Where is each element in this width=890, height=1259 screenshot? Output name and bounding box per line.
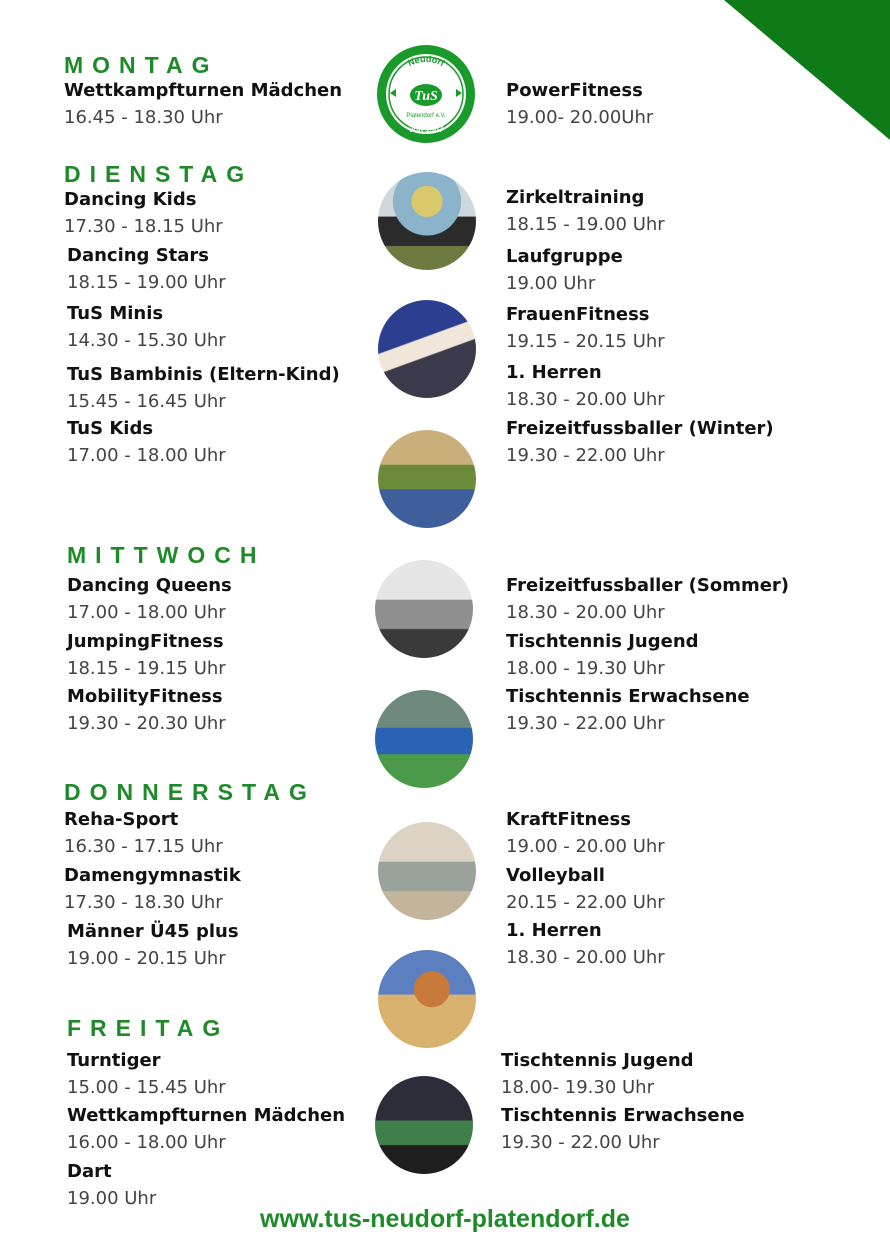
course-time: 19.30 - 22.00 Uhr — [506, 445, 665, 466]
course-name: 1. Herren — [506, 362, 602, 383]
day-heading-dienstag: DIENSTAG — [64, 161, 254, 187]
schedule-entry — [506, 187, 665, 236]
photo-dancing-group — [378, 172, 476, 270]
course-time: 18.15 - 19.00 Uhr — [506, 214, 665, 235]
schedule-entry — [506, 809, 665, 858]
club-crest-icon — [377, 45, 475, 143]
course-name: Reha-Sport — [64, 809, 179, 830]
course-time: 19.15 - 20.15 Uhr — [506, 331, 665, 352]
course-time: 18.30 - 20.00 Uhr — [506, 389, 665, 410]
schedule-entry — [67, 575, 232, 624]
photo-fitness-class — [378, 300, 476, 398]
schedule-entry — [67, 1105, 345, 1154]
course-time: 18.15 - 19.00 Uhr — [67, 272, 226, 293]
schedule-entry — [501, 1105, 745, 1154]
course-time: 18.15 - 19.15 Uhr — [67, 658, 226, 679]
course-time: 19.00- 20.00Uhr — [506, 107, 654, 128]
course-time: 19.00 Uhr — [506, 273, 596, 294]
schedule-entry — [67, 686, 226, 735]
day-heading-freitag: FREITAG — [67, 1015, 230, 1041]
photo-dart-team — [375, 1076, 473, 1174]
schedule-entry — [506, 865, 665, 914]
day-heading-montag: MONTAG — [64, 52, 219, 78]
website-link[interactable]: www.tus-neudorf-platendorf.de — [260, 1205, 630, 1233]
logo-bottom-text: von 1907 — [408, 125, 444, 134]
schedule-entry — [506, 575, 789, 624]
schedule-entry — [506, 418, 774, 467]
course-time: 17.00 - 18.00 Uhr — [67, 445, 226, 466]
course-time: 16.45 - 18.30 Uhr — [64, 107, 223, 128]
course-name: Zirkeltraining — [506, 187, 645, 208]
schedule-entry — [67, 921, 239, 970]
schedule-entry — [67, 631, 226, 680]
schedule-entry — [64, 189, 223, 238]
course-time: 19.00 - 20.00 Uhr — [506, 836, 665, 857]
course-name: Tischtennis Erwachsene — [506, 686, 750, 707]
schedule-entry — [506, 920, 665, 969]
course-name: Dancing Queens — [67, 575, 232, 596]
schedule-entry — [506, 362, 665, 411]
logo-top-text: Neudorf — [406, 53, 447, 69]
course-time: 15.00 - 15.45 Uhr — [67, 1077, 226, 1098]
schedule-entry — [506, 246, 623, 295]
course-name: Freizeitfussballer (Winter) — [506, 418, 774, 439]
course-time: 19.30 - 22.00 Uhr — [506, 713, 665, 734]
schedule-entry — [64, 865, 241, 914]
course-name: Freizeitfussballer (Sommer) — [506, 575, 790, 596]
course-name: Turntiger — [67, 1050, 161, 1071]
schedule-entry — [67, 245, 226, 294]
course-name: Tischtennis Jugend — [506, 631, 699, 652]
course-time: 18.30 - 20.00 Uhr — [506, 602, 665, 623]
schedule-entry — [506, 686, 750, 735]
photo-reha-sport — [378, 822, 476, 920]
course-name: Dancing Kids — [64, 189, 197, 210]
schedule-entry — [64, 809, 223, 858]
course-time: 15.45 - 16.45 Uhr — [67, 391, 226, 412]
course-time: 18.00- 19.30 Uhr — [501, 1077, 654, 1098]
day-heading-donnerstag: DONNERSTAG — [64, 779, 316, 805]
course-name: KraftFitness — [506, 809, 631, 830]
course-name: Wettkampfturnen Mädchen — [67, 1105, 346, 1126]
schedule-entry — [501, 1050, 694, 1099]
course-name: Dart — [67, 1161, 112, 1182]
course-time: 19.30 - 22.00 Uhr — [501, 1132, 660, 1153]
course-time: 16.30 - 17.15 Uhr — [64, 836, 223, 857]
course-name: 1. Herren — [506, 920, 602, 941]
course-name: MobilityFitness — [67, 686, 223, 707]
schedule-entry — [506, 80, 653, 129]
schedule-entry — [506, 631, 699, 680]
course-time: 19.00 Uhr — [67, 1188, 157, 1209]
course-name: Männer Ü45 plus — [67, 921, 239, 942]
day-heading-mittwoch: MITTWOCH — [67, 542, 266, 568]
course-time: 18.00 - 19.30 Uhr — [506, 658, 665, 679]
course-name: FrauenFitness — [506, 304, 650, 325]
course-name: JumpingFitness — [67, 631, 224, 652]
course-name: Dancing Stars — [67, 245, 210, 266]
schedule-entry — [67, 303, 226, 352]
logo-center-text: TuS — [414, 89, 438, 104]
course-name: Tischtennis Jugend — [501, 1050, 694, 1071]
course-time: 17.30 - 18.15 Uhr — [64, 216, 223, 237]
schedule-entry — [64, 80, 342, 129]
course-name: TuS Bambinis (Eltern-Kind) — [67, 364, 340, 385]
course-time: 17.00 - 18.00 Uhr — [67, 602, 226, 623]
schedule-entry — [506, 304, 665, 353]
photo-gym-hall — [378, 430, 476, 528]
course-time: 17.30 - 18.30 Uhr — [64, 892, 223, 913]
course-name: Damengymnastik — [64, 865, 241, 886]
club-logo — [377, 45, 475, 143]
course-time: 19.30 - 20.30 Uhr — [67, 713, 226, 734]
course-time: 18.30 - 20.00 Uhr — [506, 947, 665, 968]
schedule-entry — [67, 364, 340, 413]
photo-jumping-fitness — [375, 560, 473, 658]
logo-side-text: Platendorf e.V. — [406, 113, 446, 119]
schedule-entry — [67, 1050, 226, 1099]
course-name: Wettkampfturnen Mädchen — [64, 80, 343, 101]
schedule-entry — [67, 418, 226, 467]
photo-table-tennis — [375, 690, 473, 788]
course-time: 14.30 - 15.30 Uhr — [67, 330, 226, 351]
course-name: PowerFitness — [506, 80, 643, 101]
course-time: 20.15 - 22.00 Uhr — [506, 892, 665, 913]
course-name: Tischtennis Erwachsene — [501, 1105, 745, 1126]
course-time: 16.00 - 18.00 Uhr — [67, 1132, 226, 1153]
photo-turntiger — [378, 950, 476, 1048]
course-name: TuS Minis — [67, 303, 164, 324]
course-time: 19.00 - 20.15 Uhr — [67, 948, 226, 969]
course-name: Laufgruppe — [506, 246, 623, 267]
course-name: TuS Kids — [67, 418, 154, 439]
schedule-entry — [67, 1161, 156, 1210]
corner-decoration — [724, 0, 890, 140]
course-name: Volleyball — [506, 865, 605, 886]
